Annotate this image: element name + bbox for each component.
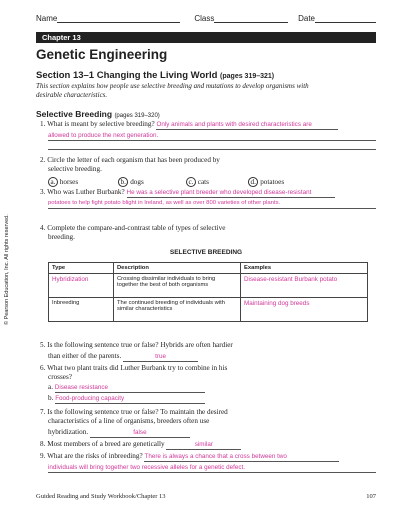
table-row — [49, 274, 368, 298]
q4-text-line-1: Complete the compare-and-contrast table of types of selective — [47, 224, 226, 232]
q6-answer-b[interactable]: Food-producing capacity — [55, 394, 205, 404]
copyright-notice: © Pearson Education, Inc. All rights reserved. — [4, 214, 10, 325]
page-footer — [36, 493, 376, 500]
question-7 — [40, 408, 376, 438]
section-intro: This section explains how people use selective breeding and mutations to develop organisms with desirable characteristics. — [36, 82, 309, 99]
q7-answer[interactable]: false — [90, 428, 190, 438]
q1-text: What is meant by selective breeding? — [47, 120, 155, 128]
section-name: Section 13–1 Changing the Living World — [36, 70, 218, 81]
q9-answer-line-2[interactable]: individuals will bring together two recessive alleles for a genetic defect. — [48, 463, 376, 473]
q4-text-line-2: breeding. — [48, 233, 75, 241]
date-label: Date — [298, 14, 316, 23]
q6-text-line-1: What two plant traits did Luther Burbank try to combine in his — [47, 364, 228, 372]
q2-option-a-label: horses — [59, 178, 79, 186]
q1-answer-line-1[interactable]: Only animals and plants with desired characteristics are — [156, 120, 338, 130]
q6-answer-a[interactable]: Disease resistance — [55, 383, 205, 393]
q3-number: 3. — [40, 188, 46, 196]
page-title: Genetic Engineering — [36, 47, 168, 62]
q4-number: 4. — [40, 224, 46, 232]
table-header-description: Description — [114, 263, 241, 274]
q6-a-letter: a. — [48, 383, 53, 391]
q1-answer-line-2[interactable]: allowed to produce the next generation. — [48, 131, 376, 141]
table-cell-type[interactable]: Hybridization — [49, 274, 114, 298]
question-6 — [40, 364, 376, 404]
q7-number: 7. — [40, 408, 46, 416]
q2-text-line-1: Circle the letter of each organism that has been produced by — [47, 156, 220, 164]
q9-answer-line-1[interactable]: There is always a chance that a cross between two — [144, 452, 339, 462]
subhead-title: Selective Breeding — [36, 109, 113, 119]
question-3 — [40, 188, 376, 198]
page-number: 107 — [366, 493, 376, 500]
table-cell-description: Crossing dissimilar individuals to bring together the best of both organisms — [114, 274, 241, 298]
q8-text: Most members of a breed are genetically — [47, 440, 165, 448]
q2-option-c-label: cats — [197, 178, 209, 186]
q1-number: 1. — [40, 120, 46, 128]
q2-option-d-label: potatoes — [260, 178, 285, 186]
q6-text-line-2: crosses? — [48, 373, 72, 381]
q3-answer-line-2[interactable]: potatoes to help fight potato blight in Ireland, as well as over 800 varieties of other plants. — [48, 199, 376, 209]
q7-text-line-1: Is the following sentence true or false? To maintain the desired — [47, 408, 228, 416]
q6-number: 6. — [40, 364, 46, 372]
q3-answer-line-1[interactable]: He was a selective plant breeder who developed disease-resistant — [127, 188, 335, 198]
question-8 — [40, 440, 376, 450]
q7-text-line-3: hybridization. — [48, 428, 89, 436]
question-2 — [40, 156, 376, 174]
class-label: Class — [194, 14, 215, 23]
question-9 — [40, 452, 376, 462]
subhead-selective-breeding — [36, 109, 160, 119]
question-4 — [40, 224, 376, 242]
q5-text-line-2: than either of the parents. — [48, 352, 122, 360]
subhead-pages: (pages 319–320) — [114, 113, 160, 119]
q8-number: 8. — [40, 440, 46, 448]
question-1 — [40, 120, 376, 130]
table-cell-examples[interactable]: Disease-resistant Burbank potato — [241, 274, 368, 298]
table-cell-description: The continued breeding of individuals with similar characteristics — [114, 298, 241, 322]
q9-text: What are the risks of inbreeding? — [47, 452, 143, 460]
q8-answer[interactable]: similar — [166, 440, 241, 450]
q5-text-line-1: Is the following sentence true or false? Hybrids are often hardier — [47, 341, 233, 349]
name-field[interactable] — [57, 14, 180, 23]
table-header-row — [49, 263, 368, 274]
table-header-examples: Examples — [241, 263, 368, 274]
table-title: SELECTIVE BREEDING — [169, 249, 243, 256]
section-title — [36, 70, 274, 81]
footer-workbook: Guided Reading and Study Workbook/Chapter 13 — [36, 493, 166, 500]
q2-option-b-label: dogs — [130, 178, 144, 186]
q2-option-d[interactable] — [248, 177, 328, 187]
worksheet-header — [36, 14, 376, 23]
q2-option-d-letter: d. — [248, 177, 258, 187]
q2-option-a-letter: a. — [48, 177, 58, 187]
q2-option-b-letter: b. — [118, 177, 128, 187]
q2-option-c-letter: c. — [186, 177, 196, 187]
q3-text: Who was Luther Burbank? — [47, 188, 125, 196]
date-field[interactable] — [315, 14, 376, 23]
q2-option-c[interactable] — [186, 177, 248, 187]
chapter-bar: Chapter 13 — [36, 32, 376, 43]
name-label: Name — [36, 14, 58, 23]
q2-option-b[interactable] — [118, 177, 186, 187]
q2-text-line-2: selective breeding. — [48, 165, 102, 173]
q6-b-letter: b. — [48, 394, 54, 402]
table-cell-examples[interactable]: Maintaining dog breeds — [241, 298, 368, 322]
q9-number: 9. — [40, 452, 46, 460]
q1-answer-line-3[interactable] — [48, 149, 376, 150]
class-field[interactable] — [214, 14, 288, 23]
table-row — [49, 298, 368, 322]
q5-answer[interactable]: true — [123, 352, 198, 362]
q2-number: 2. — [40, 156, 46, 164]
q5-number: 5. — [40, 341, 46, 349]
table-header-type: Type — [49, 263, 114, 274]
q2-option-a[interactable] — [48, 177, 118, 187]
q2-options — [48, 177, 348, 187]
selective-breeding-table — [48, 262, 368, 322]
question-5 — [40, 341, 376, 362]
section-pages: (pages 319–321) — [220, 73, 275, 80]
table-cell-type: Inbreeding — [49, 298, 114, 322]
q7-text-line-2: characteristics of a line of organisms, breeders often use — [48, 417, 210, 425]
